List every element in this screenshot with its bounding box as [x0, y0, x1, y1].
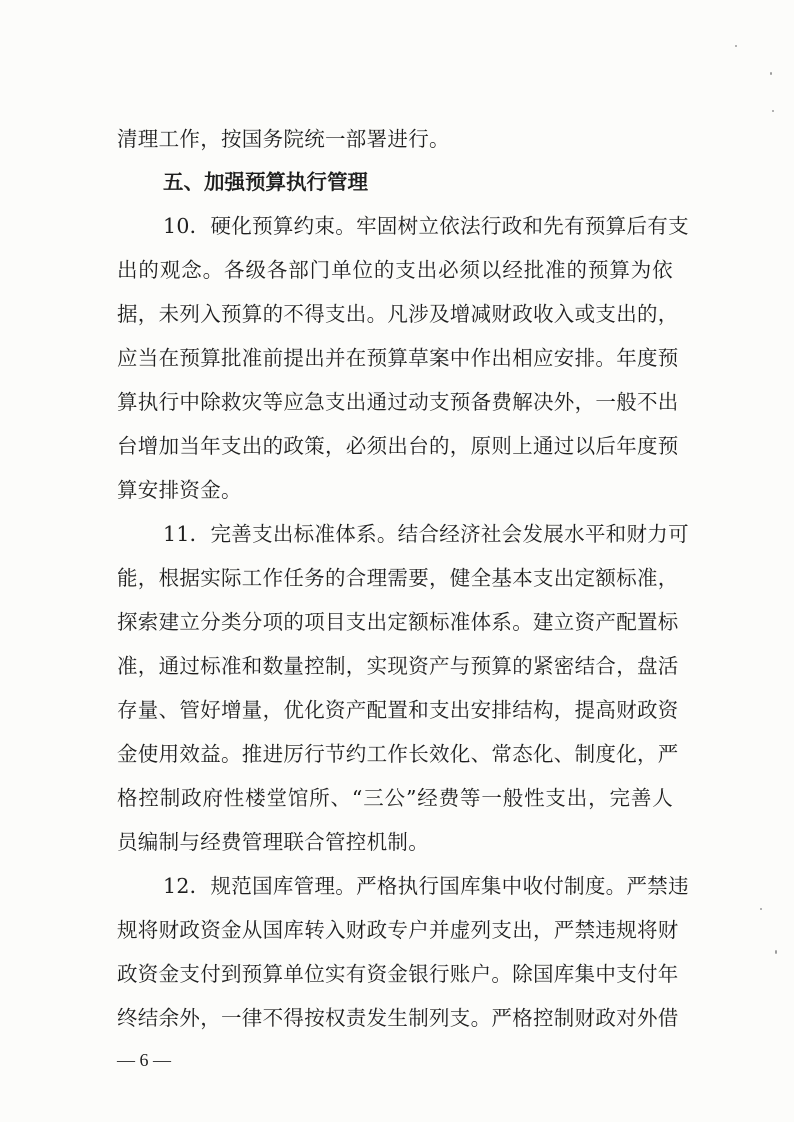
text-line: 规将财政资金从国库转入财政专户并虚列支出，严禁违规将财: [117, 918, 679, 942]
text-line: 出的观念。各级各部门单位的支出必须以经批准的预算为依: [117, 258, 673, 282]
text-line: 算执行中除救灾等应急支出通过动支预备费解决外，一般不出: [117, 390, 679, 414]
page-number: — 6 —: [117, 1050, 171, 1070]
scan-speck: [770, 72, 772, 75]
text-line: 台增加当年支出的政策，必须出台的，原则上通过以后年度预: [117, 434, 679, 458]
text-line: 终结余外，一律不得按权责发生制列支。严格控制财政对外借: [117, 1006, 679, 1030]
scan-speck: [772, 110, 774, 112]
paragraph-11-first-line: 11．完善支出标准体系。结合经济社会发展水平和财力可: [163, 522, 689, 546]
text-line: 能，根据实际工作任务的合理需要，健全基本支出定额标准，: [117, 566, 679, 590]
text-line: 存量、管好增量，优化资产配置和支出安排结构，提高财政资: [117, 698, 679, 722]
text-line: 据，未列入预算的不得支出。凡涉及增减财政收入或支出的，: [117, 302, 679, 326]
text-line: 探索建立分类分项的项目支出定额标准体系。建立资产配置标: [117, 610, 679, 634]
paragraph-12-first-line: 12．规范国库管理。严格执行国库集中收付制度。严禁违: [163, 874, 689, 898]
text-line: 准，通过标准和数量控制，实现资产与预算的紧密结合，盘活: [117, 654, 679, 678]
text-line: 格控制政府性楼堂馆所、“三公”经费等一般性支出，完善人: [117, 786, 673, 810]
scan-speck: [760, 908, 762, 910]
text-line: 应当在预算批准前提出并在预算草案中作出相应安排。年度预: [117, 346, 679, 370]
text-line: 员编制与经费管理联合管控机制。: [117, 830, 429, 854]
text-line: 金使用效益。推进厉行节约工作长效化、常态化、制度化，严: [117, 742, 679, 766]
text-line: 算安排资金。: [117, 478, 242, 502]
section-heading: 五、加强预算执行管理: [163, 170, 368, 194]
scan-speck: [735, 45, 737, 47]
scan-speck: [775, 950, 777, 954]
text-line: 清理工作，按国务院统一部署进行。: [117, 127, 450, 151]
paragraph-10-first-line: 10．硬化预算约束。牢固树立依法行政和先有预算后有支: [163, 214, 689, 238]
text-line: 政资金支付到预算单位实有资金银行账户。除国库集中支付年: [117, 962, 679, 986]
